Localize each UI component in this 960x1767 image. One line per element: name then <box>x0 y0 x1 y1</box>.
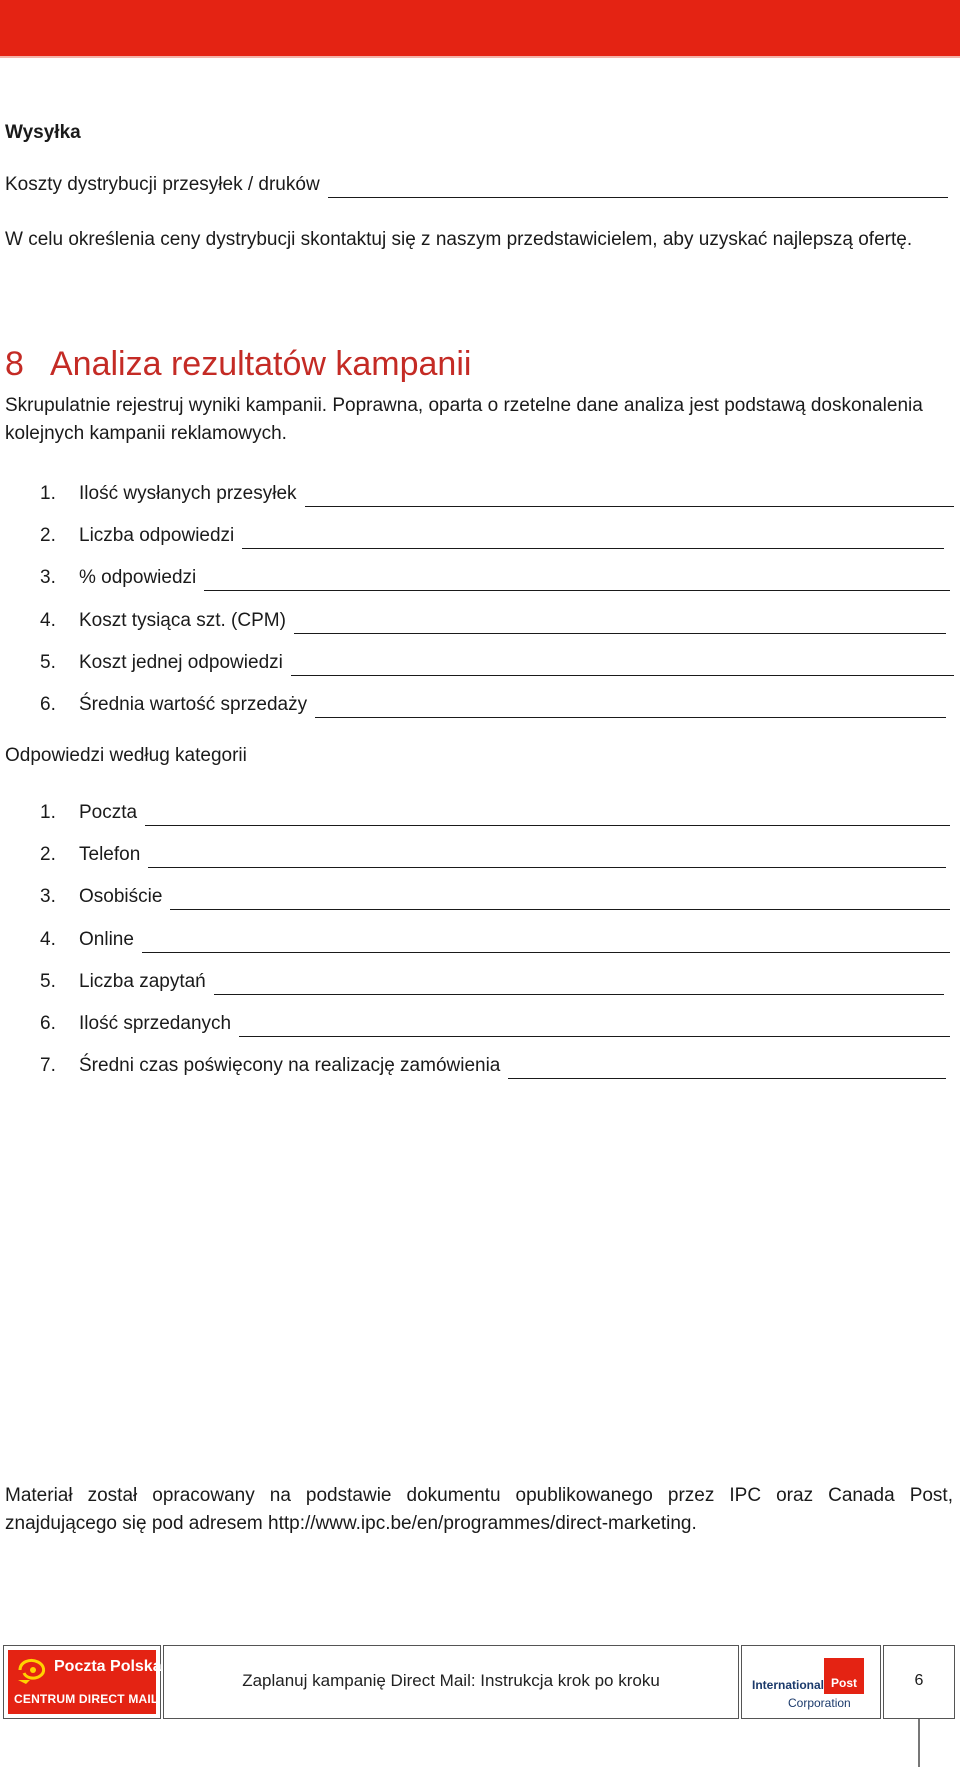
list-item-label: Osobiście <box>79 886 163 908</box>
answer-blank[interactable] <box>315 697 946 718</box>
list-item-label: Koszt jednej odpowiedzi <box>79 651 283 673</box>
list-item-number: 3. <box>40 886 56 908</box>
footer <box>3 1645 955 1721</box>
answer-blank[interactable] <box>305 486 954 507</box>
answer-blank[interactable] <box>214 974 944 995</box>
list-item-number: 2. <box>40 525 56 547</box>
list-item-label: % odpowiedzi <box>79 567 197 589</box>
shipping-cost-label: Koszty dystrybucji przesyłek / druków <box>5 174 320 195</box>
shipping-cost-blank[interactable] <box>328 177 948 198</box>
source-note: Materiał został opracowany na podstawie dokumentu opublikowanego przez IPC oraz Canada Post, znajdującego się pod adresem http://www.ipc.be/en/programmes/direct-marketing. <box>5 1485 953 1534</box>
list-item-label: Koszt tysiąca szt. (CPM) <box>79 609 286 631</box>
answer-blank[interactable] <box>508 1058 946 1079</box>
answer-blank[interactable] <box>294 613 946 634</box>
categories-heading: Odpowiedzi według kategorii <box>5 745 247 766</box>
section-intro: Skrupulatnie rejestruj wyniki kampanii. Poprawna, oparta o rzetelne dane analiza jest podstawą doskonalenia kolejnych kampanii reklamowych. <box>5 395 923 444</box>
international-post-logo <box>741 1645 881 1719</box>
list-item <box>40 650 954 676</box>
right-logo-post: Post <box>830 1676 857 1690</box>
list-item-label: Średni czas poświęcony na realizację zamówienia <box>79 1055 501 1077</box>
list-item-number: 7. <box>40 1055 56 1077</box>
poczta-polska-logo <box>3 1645 161 1719</box>
answer-blank[interactable] <box>242 528 944 549</box>
page-number: 6 <box>914 1672 924 1689</box>
answer-blank[interactable] <box>142 932 950 953</box>
answer-blank[interactable] <box>204 570 950 591</box>
shipping-note: W celu określenia ceny dystrybucji skontaktuj się z naszym przedstawicielem, aby uzyskać najlepszą ofertę. <box>5 229 913 250</box>
list-item <box>40 608 946 634</box>
list-item-number: 1. <box>40 802 56 823</box>
right-logo-line1: International <box>752 1678 825 1692</box>
list-item <box>40 1053 946 1079</box>
list-item <box>40 884 950 910</box>
section-number: 8 <box>5 345 24 383</box>
top-red-banner <box>0 0 960 56</box>
list-item-number: 4. <box>40 928 56 950</box>
post-horn-icon <box>16 1656 50 1686</box>
list-item-number: 2. <box>40 844 56 866</box>
list-item-label: Ilość wysłanych przesyłek <box>79 483 297 504</box>
footer-title: Zaplanuj kampanię Direct Mail: Instrukcja krok po kroku <box>242 1671 660 1690</box>
list-item-number: 4. <box>40 609 56 631</box>
list-item-label: Telefon <box>79 844 141 866</box>
footer-title-cell <box>163 1645 739 1719</box>
list-item-number: 6. <box>40 694 56 715</box>
answer-blank[interactable] <box>148 847 946 868</box>
list-item-label: Poczta <box>79 802 138 823</box>
shipping-heading: Wysyłka <box>5 122 81 143</box>
section-title: Analiza rezultatów kampanii <box>50 345 472 383</box>
list-item <box>40 927 950 953</box>
list-item-label: Liczba zapytań <box>79 970 206 992</box>
list-item <box>40 565 950 591</box>
list-item-number: 1. <box>40 483 56 504</box>
list-item-number: 5. <box>40 970 56 992</box>
answer-blank[interactable] <box>291 655 954 676</box>
list-item-label: Średnia wartość sprzedaży <box>79 694 308 715</box>
list-item-number: 5. <box>40 651 56 673</box>
list-item <box>40 523 944 549</box>
list-item <box>40 692 946 718</box>
list-item-number: 3. <box>40 567 56 589</box>
section-heading <box>5 342 471 386</box>
list-item <box>40 481 954 507</box>
page-number-cell <box>883 1645 955 1719</box>
answer-blank[interactable] <box>145 805 950 826</box>
list-item <box>40 1011 950 1037</box>
list-item-number: 6. <box>40 1013 56 1034</box>
list-item-label: Liczba odpowiedzi <box>79 525 235 547</box>
right-logo-line2: Corporation <box>788 1696 851 1710</box>
left-logo-brand: Poczta Polska <box>54 1658 162 1675</box>
left-logo-sub: CENTRUM DIRECT MAIL <box>14 1692 159 1706</box>
shipping-cost-row <box>5 172 948 198</box>
footer-divider <box>918 1719 920 1767</box>
answer-blank[interactable] <box>170 889 950 910</box>
list-item-label: Ilość sprzedanych <box>79 1013 232 1034</box>
list-item <box>40 969 944 995</box>
answer-blank[interactable] <box>239 1016 950 1037</box>
list-item <box>40 800 950 826</box>
list-item <box>40 842 946 868</box>
list-item-label: Online <box>79 928 134 950</box>
